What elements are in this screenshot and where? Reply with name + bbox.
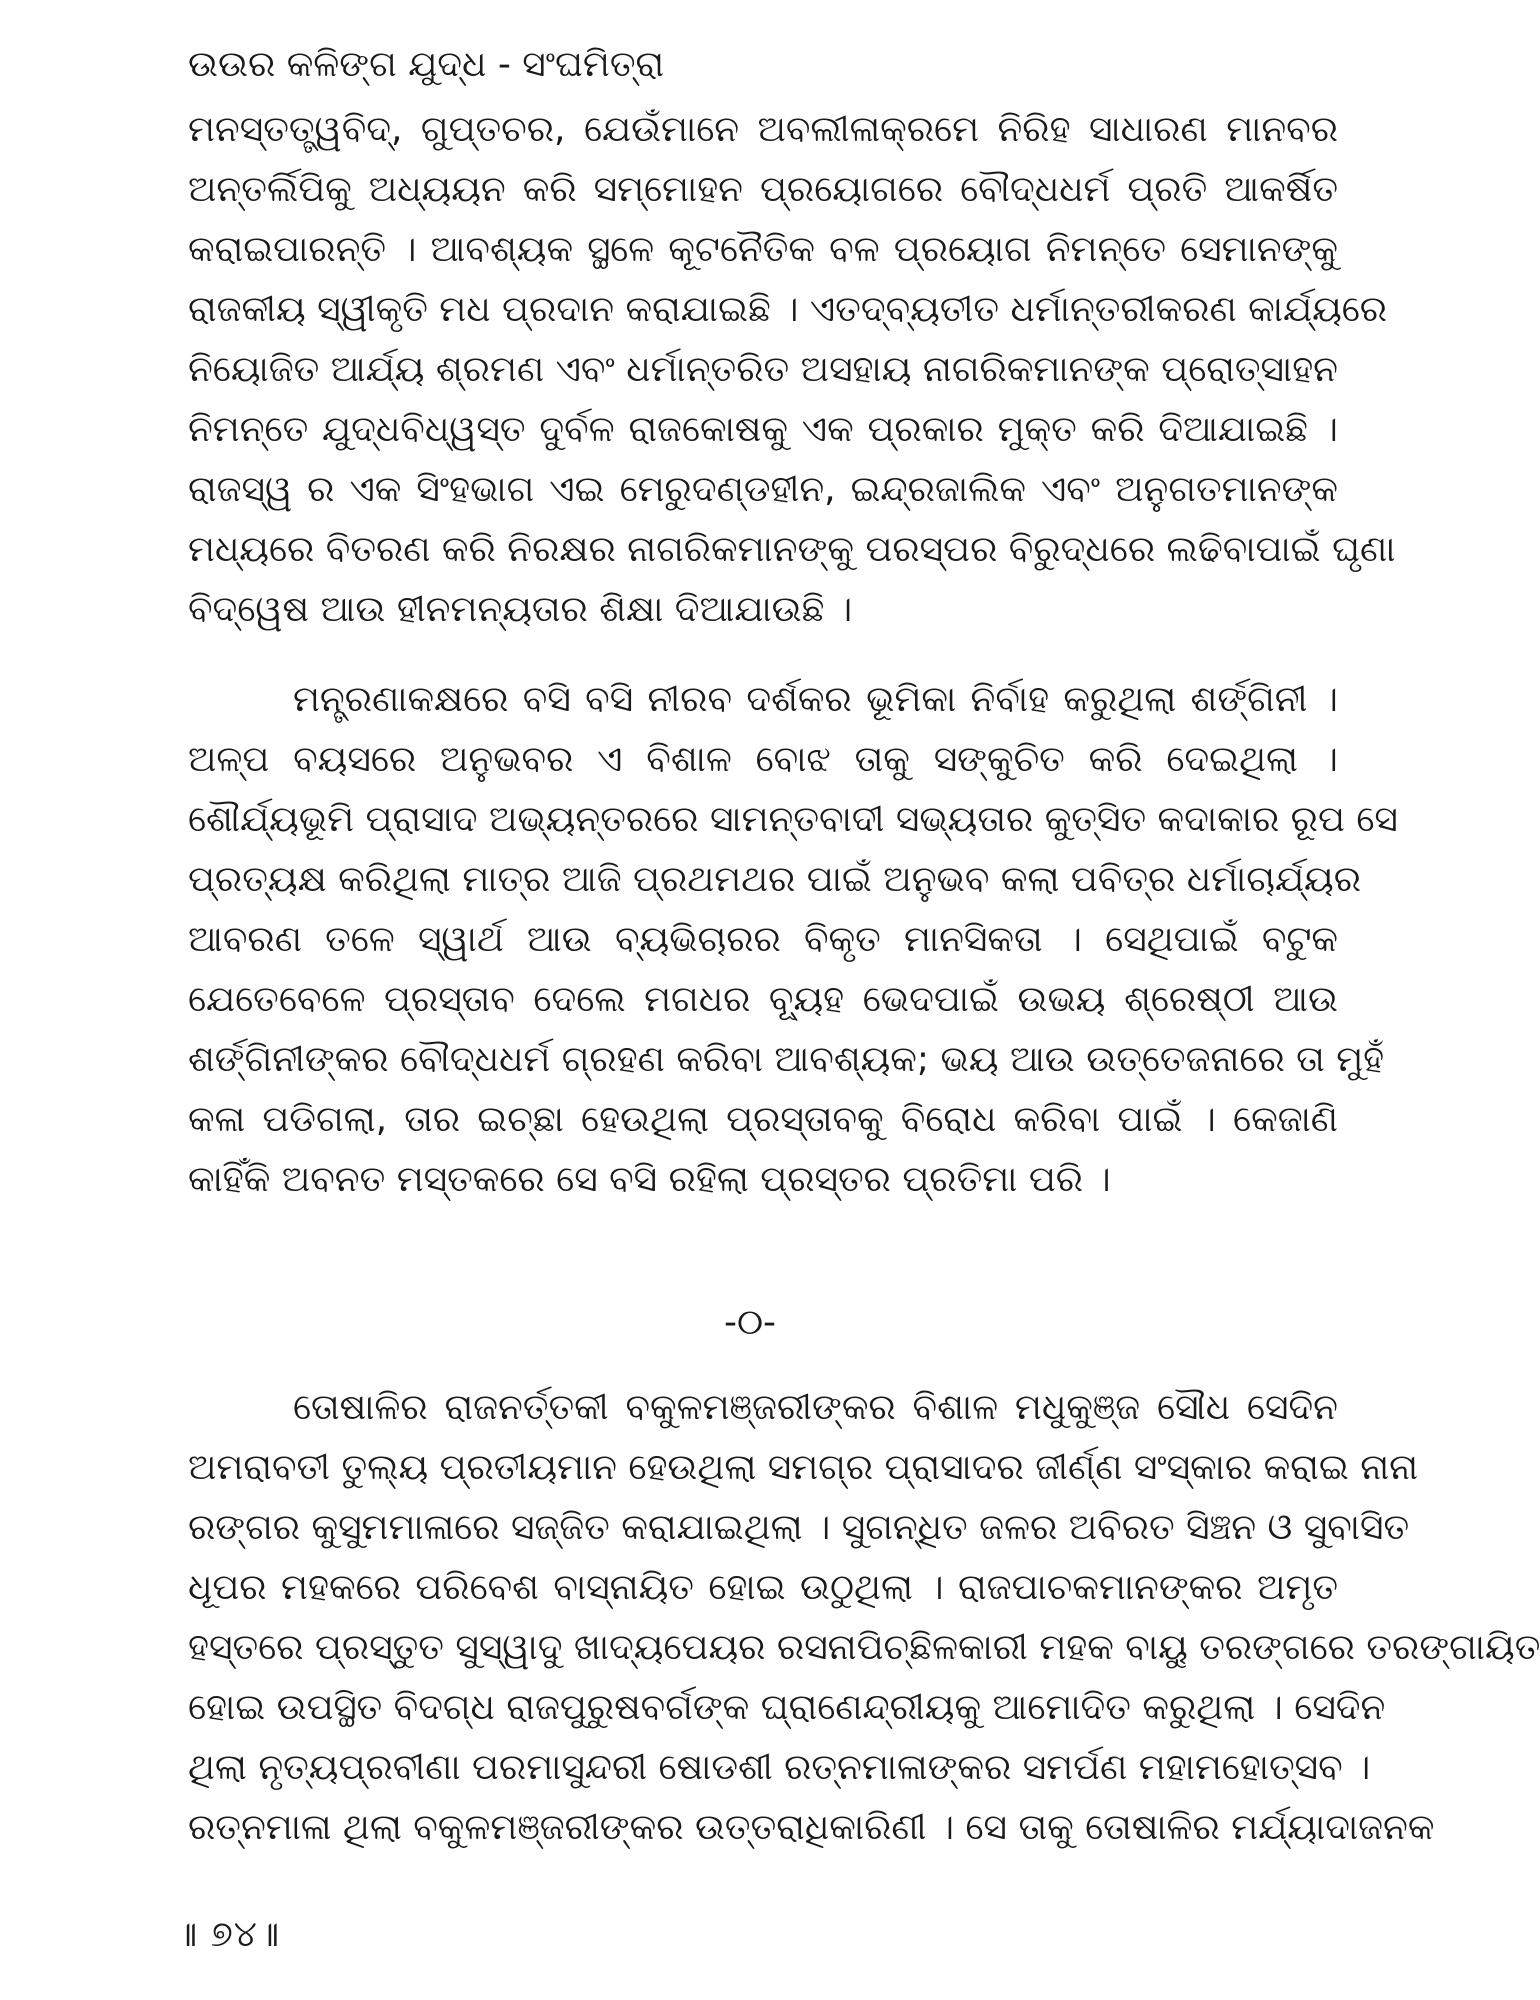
text-line: ତୋଷାଳିର ରାଜନର୍ତ୍ତକୀ ବକୁଳମଞ୍ଜରୀଙ୍କର ବିଶାଳ ମଧୁକୁଞ୍ଜ ସୌଧ ସେଦିନ bbox=[293, 1387, 1338, 1428]
running-head: ଉଉର କଳିଙ୍ଗ ଯୁଦ୍ଧ - ସଂଘମିତ୍ରା bbox=[188, 44, 665, 85]
page-number: ॥ ୭୪॥ bbox=[176, 1914, 281, 1955]
text-line: କରାଇପାରନ୍ତି । ଆବଶ୍ୟକ ସ୍ଥଳେ କୂଟନୈତିକ ବଳ ପ୍ରୟୋଗ ନିମନ୍ତେ ସେମାନଙ୍କୁ bbox=[188, 229, 1338, 270]
text-line: ବିଦ୍ୱେଷ ଆଉ ହୀନମନ୍ୟତାର ଶିକ୍ଷା ଦିଆଯାଉଛି । bbox=[188, 589, 853, 630]
text-line: ରଙ୍ଗର କୁସୁମମାଳାରେ ସଜ୍ଜିତ କରାଯାଇଥିଲା । ସୁଗନ୍ଧିତ ଜଳର ଅବିରତ ସିଞ୍ଚନ ଓ ସୁବାସିତ bbox=[188, 1507, 1410, 1548]
text-line: ଆବରଣ ତଳେ ସ୍ୱାର୍ଥ ଆଉ ବ୍ୟଭିଚାରର ବିକୃତ ମାନସିକତା । ସେଥିପାଇଁ ବଟୁକ bbox=[188, 919, 1338, 960]
text-line: ମନ୍ତ୍ରଣାକକ୍ଷରେ ବସି ବସି ନୀରବ ଦର୍ଶକର ଭୂମିକା ନିର୍ବାହ କରୁଥିଲା ଶର୍ଙ୍ଗିନୀ । bbox=[293, 679, 1338, 720]
paragraph-2 bbox=[188, 670, 1398, 1210]
text-line: ମଧ୍ୟରେ ବିତରଣ କରି ନିରକ୍ଷର ନାଗରିକମାନଙ୍କୁ ପରସ୍ପର ବିରୁଦ୍ଧରେ ଲଢିବାପାଇଁ ଘୃଣା bbox=[188, 529, 1396, 570]
text-line: ଅଳ୍ପ ବୟସରେ ଅନୁଭବର ଏ ବିଶାଳ ବୋଝ ତାକୁ ସଙ୍କୁଚିତ କରି ଦେଇଥିଲା । bbox=[188, 739, 1338, 780]
text-line: ଅନ୍ତର୍ଲିପିକୁ ଅଧ୍ୟୟନ କରି ସମ୍ମୋହନ ପ୍ରୟୋଗରେ ବୌଦ୍ଧଧର୍ମ ପ୍ରତି ଆକର୍ଷିତ bbox=[188, 169, 1338, 210]
section-separator: -୦- bbox=[723, 1302, 777, 1343]
text-line: ଶୌର୍ଯ୍ୟଭୂମି ପ୍ରାସାଦ ଅଭ୍ୟନ୍ତରରେ ସାମନ୍ତବାଦୀ ସଭ୍ୟତାର କୁତ୍ସିତ କଦାକାର ରୂପ ସେ bbox=[188, 799, 1398, 840]
text-line: ହୋଇ ଉପସ୍ଥିତ ବିଦଗ୍ଧ ରାଜପୁରୁଷବର୍ଗଙ୍କ ଘ୍ରାଣେନ୍ଦ୍ରୀୟକୁ ଆମୋଦିତ କରୁଥିଲା । ସେଦିନ bbox=[188, 1687, 1386, 1728]
text-line: ଥିଲା ନୃତ୍ୟପ୍ରବୀଣା ପରମାସୁନ୍ଦରୀ ଷୋଡଶୀ ରତ୍ନମାଳାଙ୍କର ସମର୍ପଣ ମହାମହୋତ୍ସବ । bbox=[188, 1747, 1371, 1788]
text-line: ଧୂପର ମହକରେ ପରିବେଶ ବାସ୍ନାୟିତ ହୋଇ ଉଠୁଥିଲା । ରାଜପାଚକମାନଙ୍କର ଅମୃତ bbox=[188, 1567, 1338, 1608]
text-line: ପ୍ରତ୍ୟକ୍ଷ କରିଥିଲା ମାତ୍ର ଆଜି ପ୍ରଥମଥର ପାଇଁ ଅନୁଭବ କଲା ପବିତ୍ର ଧର୍ମାଚାର୍ଯ୍ୟର bbox=[188, 859, 1362, 900]
text-line: ମନସ୍ତତ୍ତ୍ୱବିଦ୍, ଗୁପ୍ତଚର, ଯେଉଁମାନେ ଅବଲୀଳାକ୍ରମେ ନିରିହ ସାଧାରଣ ମାନବର bbox=[188, 109, 1338, 150]
text-line: ଶର୍ଙ୍ଗିନୀଙ୍କର ବୌଦ୍ଧଧର୍ମ ଗ୍ରହଣ କରିବା ଆବଶ୍ୟକ; ଭୟ ଆଉ ଉତ୍ତେଜନାରେ ତା ମୁହଁ bbox=[188, 1039, 1385, 1080]
text-line: ନିୟୋଜିତ ଆର୍ଯ୍ୟ ଶ୍ରମଣ ଏବଂ ଧର୍ମାନ୍ତରିତ ଅସହାୟ ନାଗରିକମାନଙ୍କ ପ୍ରୋତ୍ସାହନ bbox=[188, 349, 1338, 390]
text-line: ରାଜସ୍ୱ ର ଏକ ସିଂହଭାଗ ଏଇ ମେରୁଦଣ୍ଡହୀନ, ଇନ୍ଦ୍ରଜାଲିକ ଏବଂ ଅନୁଗତମାନଙ୍କ bbox=[188, 469, 1338, 510]
paragraph-3 bbox=[188, 1378, 1540, 1858]
text-line: ଅମରାବତୀ ତୁଲ୍ୟ ପ୍ରତୀୟମାନ ହେଉଥିଲା ସମଗ୍ର ପ୍ରାସାଦର ଜୀର୍ଣ୍ଣ ସଂସ୍କାର କରାଇ ନାନା bbox=[188, 1447, 1419, 1488]
text-line: କଳା ପଡିଗଲା, ତାର ଇଚ୍ଛା ହେଉଥିଲା ପ୍ରସ୍ତାବକୁ ବିରୋଧ କରିବା ପାଇଁ । କେଜାଣି bbox=[188, 1099, 1338, 1140]
text-line: ରାଜକୀୟ ସ୍ୱୀକୃତି ମଧ ପ୍ରଦାନ କରାଯାଇଛି । ଏତଦ୍‌ବ୍ୟତୀତ ଧର୍ମାନ୍ତରୀକରଣ କାର୍ଯ୍ୟରେ bbox=[188, 289, 1388, 330]
text-line: ହସ୍ତରେ ପ୍ରସ୍ତୁତ ସୁସ୍ୱାଦୁ ଖାଦ୍ୟପେୟର ରସନାପିଚ୍ଛିଳକାରୀ ମହକ ବାୟୁ ତରଙ୍ଗରେ ତରଙ୍ଗାୟିତ bbox=[188, 1627, 1540, 1668]
text-line: ନିମନ୍ତେ ଯୁଦ୍ଧବିଧ୍ୱସ୍ତ ଦୁର୍ବଳ ରାଜକୋଷକୁ ଏକ ପ୍ରକାର ମୁକ୍ତ କରି ଦିଆଯାଇଛି । bbox=[188, 409, 1338, 450]
text-line: ରତ୍ନମାଳା ଥିଲା ବକୁଳମଞ୍ଜରୀଙ୍କର ଉତ୍ତରାଧିକାରିଣୀ । ସେ ତାକୁ ତୋଷାଳିର ମର୍ଯ୍ୟାଦାଜନକ bbox=[188, 1807, 1435, 1848]
text-line: କାହିଁକି ଅବନତ ମସ୍ତକରେ ସେ ବସି ରହିଲା ପ୍ରସ୍ତର ପ୍ରତିମା ପରି । bbox=[188, 1159, 1111, 1200]
paragraph-1 bbox=[188, 100, 1396, 640]
text-line: ଯେତେବେଳେ ପ୍ରସ୍ତାବ ଦେଲେ ମଗଧର ବ୍ୟୂହ ଭେଦପାଇଁ ଉଭୟ ଶ୍ରେଷ୍ଠୀ ଆଉ bbox=[188, 979, 1338, 1020]
